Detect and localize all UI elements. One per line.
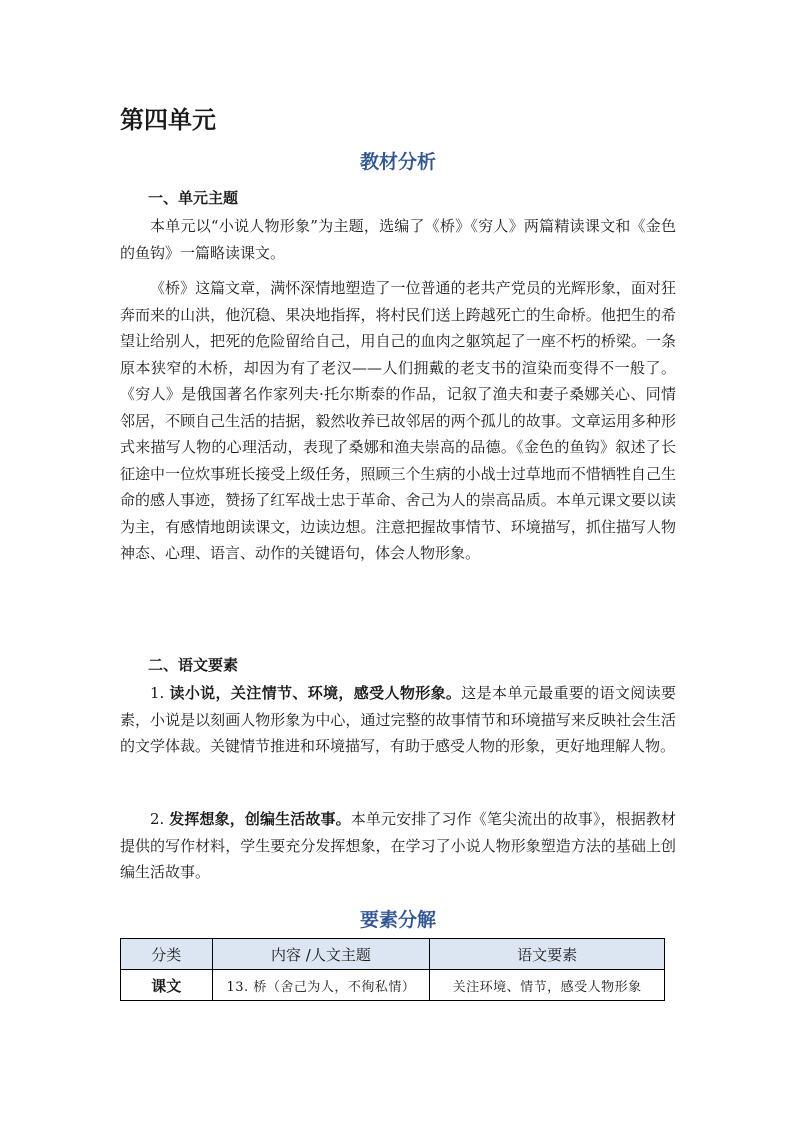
section1-heading: 一、单元主题	[148, 189, 239, 207]
elements-heading: 要素分解	[359, 909, 436, 931]
section1-paragraph-1: 本单元以“小说人物形象”为主题，选编了《桥》《穷人》两篇精读课文和《金色的鱼钩》一篇略读课文。	[120, 217, 676, 262]
item-2-text: 本单元安排了习作《笔尖流出的故事》，根据教材提供的写作材料，学生要充分发挥想象，在学习了小说人物形象塑造方法的基础上创编生活故事。	[120, 810, 676, 881]
header-element: 语文要素	[430, 939, 665, 970]
item-2-key-point: 发挥想象，创编生活故事。	[169, 810, 351, 828]
section2-item-2	[120, 806, 676, 886]
unit-title: 第四单元	[120, 106, 216, 134]
cell-element: 关注环境、情节，感受人物形象	[430, 970, 665, 1001]
item-2-number: 2.	[150, 810, 165, 828]
table-row	[121, 970, 665, 1001]
item-1-text: 这是本单元最重要的语文阅读要素，小说是以刻画人物形象为中心，通过完整的故事情节和环境描写来反映社会生活的文学体裁。关键情节推进和环境描写，有助于感受人物的形象，更好地理解人物。	[120, 684, 676, 755]
cell-category: 课文	[121, 970, 213, 1001]
item-1-number: 1.	[150, 684, 165, 702]
section1-paragraph-2: 《桥》这篇文章，满怀深情地塑造了一位普通的老共产党员的光辉形象，面对狂奔而来的山洪，他沉稳、果决地指挥，将村民们送上跨越死亡的生命桥。他把生的希望让给别人，把死的危险留给自己，用自己的血肉之躯筑起了一座不朽的桥梁。一条原本狭窄的木桥，却因为有了老汉——人们拥戴的老支书的渲染而变得不一般了。《穷人》是俄国著名作家列夫·托尔斯泰的作品，记叙了渔夫和妻子桑娜关心、同情邻居，不顾自己生活的拮据，毅然收养已故邻居的两个孤儿的故事。文章运用多种形式来描写人物的心理活动，表现了桑娜和渔夫崇高的品德。《金色的鱼钩》叙述了长征途中一位炊事班长接受上级任务，照顾三个生病的小战士过草地而不惜牺牲自己生命的感人事迹，赞扬了红军战士忠于革命、舍己为人的崇高品质。本单元课文要以读为主，有感情地朗读课文，边读边想。注意把握故事情节、环境描写，抓住描写人物神态、心理、语言、动作的关键语句，体会人物形象。	[120, 279, 676, 562]
section2-item-1	[120, 680, 676, 760]
header-content: 内容 /人文主题	[212, 939, 430, 970]
section2-heading: 二、语文要素	[148, 656, 239, 674]
elements-table	[120, 938, 665, 1001]
header-category: 分类	[121, 939, 213, 970]
cell-content: 13. 桥（舍己为人，不徇私情）	[212, 970, 430, 1001]
item-1-key-point: 读小说，关注情节、环境，感受人物形象。	[169, 684, 462, 702]
table-header-row	[121, 939, 665, 970]
analysis-heading: 教材分析	[359, 151, 436, 173]
